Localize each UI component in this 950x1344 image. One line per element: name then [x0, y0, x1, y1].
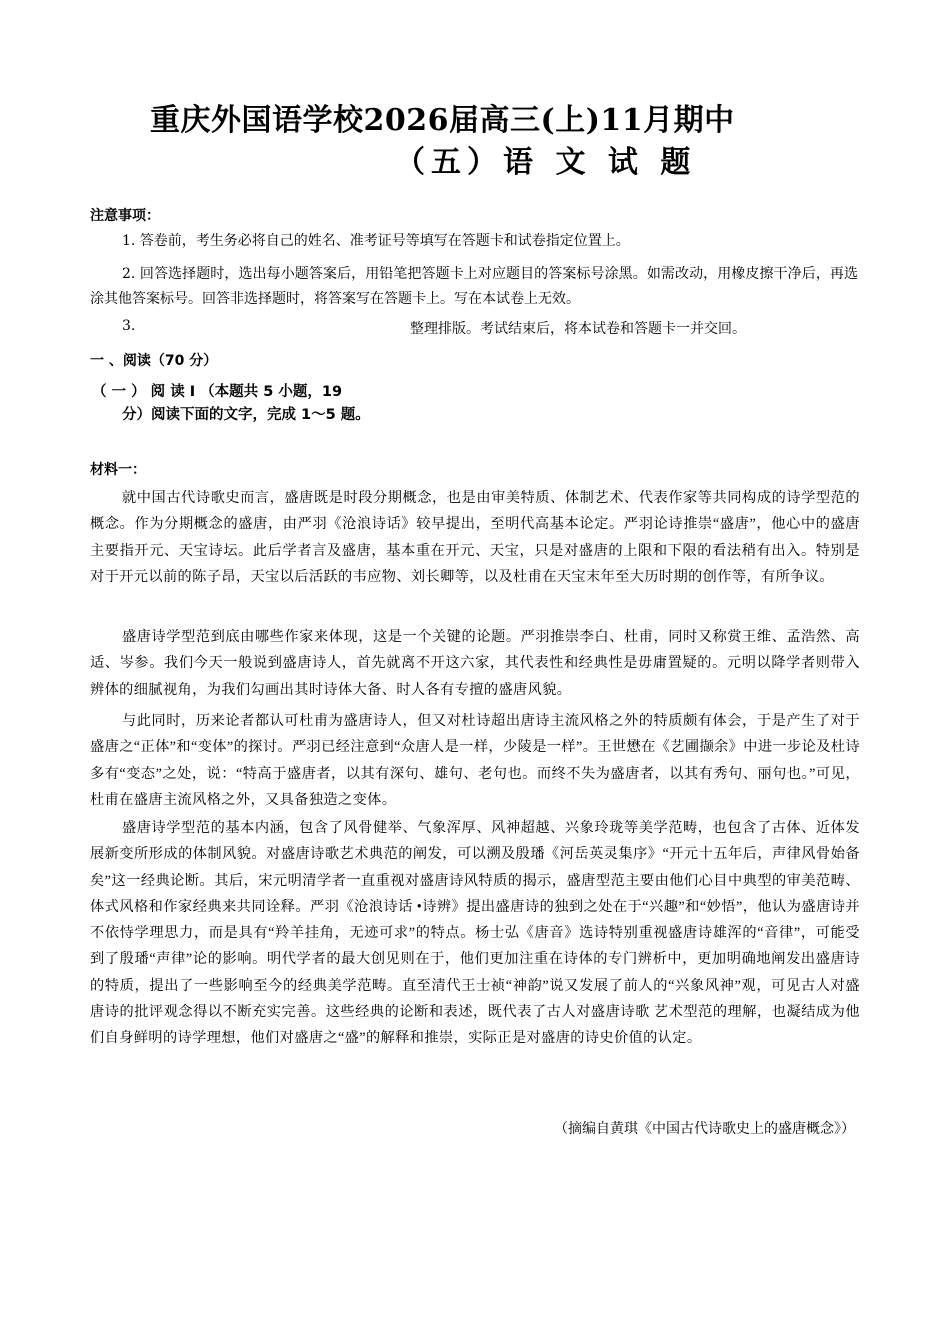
material-paragraph-1: 就中国古代诗歌史而言，盛唐既是时段分期概念，也是由审美特质、体制艺术、代表作家等共同构成的诗学型范的概念。作为分期概念的盛唐，由严羽《沧浪诗话》较早提出，至明代高基本论定。严羽论诗推崇“盛唐”，他心中的盛唐主要指开元、天宝诗坛。此后学者言及盛唐，基本重在开元、天宝，只是对盛唐的上限和下限的看法稍有出入。特别是对于开元以前的陈子昂，天宝以后活跃的韦应物、刘长卿等，以及杜甫在天宝末年至大历时期的创作等，有所争议。 [90, 490, 860, 585]
exam-title-line2: （五）语 文 试 题 [395, 145, 697, 180]
notice-item-3-number: 3. [122, 318, 136, 334]
sub-heading-rest: 分）阅读下面的文字，完成 1～5 题。 [122, 407, 370, 423]
notice-item-1: 1. 答卷前，考生务必将自己的姓名、准考证号等填写在答题卡和试卷指定位置上。 [122, 233, 630, 249]
material-paragraph-3: 与此同时，历来论者都认可杜甫为盛唐诗人，但又对杜诗超出唐诗主流风格之外的特质颇有体会，于是产生了对于盛唐之“正体”和“变体”的探讨。严羽已经注意到“众唐人是一样，少陵是一样”。王世懋在《艺圃撷余》中进一步论及杜诗多有“变态”之处，说：“特高于盛唐者，以其有深句、雄句、老句也。而终不失为盛唐者，以其有秀句、丽句也。”可见，杜甫在盛唐主流风格之外，又具备独造之变体。 [90, 713, 860, 808]
notice-item-3-text: 整理排版。考试结束后，将本试卷和答题卡一并交回。 [410, 321, 746, 337]
material-paragraph-2: 盛唐诗学型范到底由哪些作家来体现，这是一个关键的论题。严羽推崇李白、杜甫，同时又称赏王维、孟浩然、高适、岑参。我们今天一般说到盛唐诗人，首先就离不开这六家，其代表性和经典性是毋庸置疑的。元明以降学者则带入辨体的细腻视角，为我们勾画出其时诗体大备、时人各有专擅的盛唐风貌。 [90, 629, 860, 698]
section-title: 一 、阅读（70 分） [90, 353, 218, 369]
sub-heading-first-line: （ 一 ） 阅 读 I （本题共 5 小题，19 [92, 384, 343, 400]
material-label: 材料一： [90, 462, 146, 478]
exam-title-line1: 重庆外国语学校2026届高三(上)11月期中 [150, 103, 735, 138]
material-source: （摘编自黄琪《中国古代诗歌史上的盛唐概念》） [554, 1121, 855, 1137]
notice-heading: 注意事项： [90, 208, 160, 224]
notice-item-2: 2. 回答选择题时，选出每小题答案后，用铅笔把答题卡上对应题目的答案标号涂黑。如需改动，用橡皮擦干净后，再选涂其他答案标号。回答非选择题时，将答案写在答题卡上。写在本试卷上无效。 [90, 266, 858, 307]
reading-sub-heading [92, 381, 392, 427]
material-paragraph-4: 盛唐诗学型范的基本内涵，包含了风骨健举、气象浑厚、风神超越、兴象玲珑等美学范畴，也包含了古体、近体发展新变所形成的体制风貌。对盛唐诗歌艺术典范的阐发，可以溯及殷璠《河岳英灵集序》“开元十五年后，声律风骨始备矣”这一经典论断。其后，宋元明清学者一直重视对盛唐诗风特质的揭示，盛唐型范主要由他们心目中典型的审美范畴、体式风格和作家经典来共同诠释。严羽《沧浪诗话 •诗辨》提出盛唐诗的独到之处在于“兴趣”和“妙悟”，他认为盛唐诗并不依恃学理思力，而是具有“羚羊挂角，无迹可求”的特点。杨士弘《唐音》选诗特别重视盛唐诗雄浑的“音律”，可能受到了殷璠“声律”论的影响。明代学者的最大创见则在于，他们更加注重在诗体的专门辨析中，更加明确地阐发出盛唐诗的特质，提出了一些影响至今的经典美学范畴。直至清代王士祯“神韵”说又发展了前人的“兴象风神”观，可见古人对盛唐诗的批评观念得以不断充实完善。这些经典的论断和表述，既代表了古人对盛唐诗歌 艺术型范的理解，也凝结成为他们自身鲜明的诗学理想，他们对盛唐之“盛”的解释和推崇，实际正是对盛唐的诗史价值的认定。 [90, 820, 860, 1047]
